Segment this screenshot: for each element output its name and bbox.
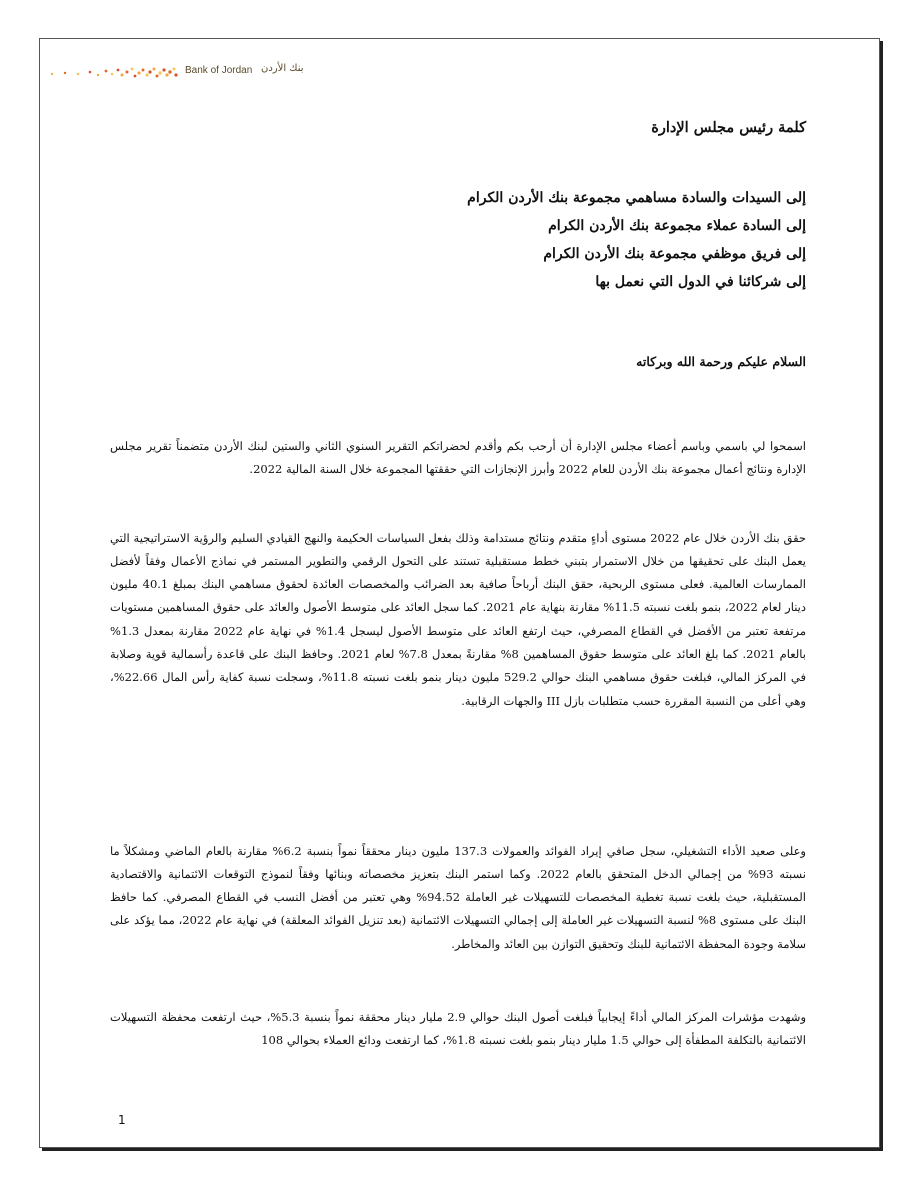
page-number: 1 <box>118 1113 126 1127</box>
paragraph-financial-position: وشهدت مؤشرات المركز المالي أداءً إيجابياً فبلغت أصول البنك حوالي 2.9 مليار دينار محققة نمواً بنسبة 5.3%، حيث ارتفعت محفظة التسهيلات الائتمانية بالتكلفة المطفأة إلى حوالي 1.5 مليار دينار بنمو بلغت نسبته 1.8%، كما ارتفعت ودائع العملاء بحوالي 108 <box>110 1009 806 1047</box>
greeting: السلام عليكم ورحمة الله وبركاته <box>636 354 806 369</box>
addressee-line: إلى فريق موظفي مجموعة بنك الأردن الكرام <box>543 246 806 262</box>
page-title: كلمة رئيس مجلس الإدارة <box>651 119 806 136</box>
addressee-line: إلى السيدات والسادة مساهمي مجموعة بنك الأردن الكرام <box>467 190 806 206</box>
bank-logo-icon <box>48 65 188 79</box>
addressee-line: إلى السادة عملاء مجموعة بنك الأردن الكرام <box>548 218 806 234</box>
brand-name-en: Bank of Jordan <box>185 65 253 76</box>
paragraph-intro: اسمحوا لي باسمي وباسم أعضاء مجلس الإدارة أن أرحب بكم وأقدم لحضراتكم التقرير السنوي الثاني والستين لبنك الأردن متضمناً تقرير مجلس الإدارة ونتائج أعمال مجموعة بنك الأردن للعام 2022 وأبرز الإنجازات التي حققتها المجموعة خلال السنة المالية 2022. <box>110 438 806 476</box>
addressee-list <box>110 184 806 296</box>
document-page <box>39 38 880 1148</box>
brand-name-ar: بنك الأردن <box>261 63 304 74</box>
addressee-line: إلى شركائنا في الدول التي نعمل بها <box>595 274 806 290</box>
paragraph-profitability: حقق بنك الأردن خلال عام 2022 مستوى أداءٍ متقدم ونتائج مستدامة وذلك بفعل السياسات الحكيمة والنهج القيادي السليم والرؤية الاستراتيجية التي يعمل البنك على تحقيقها من خلال الاستمرار بتبني خطط مستقبلية تستند على التحول الرقمي والتطوير المستمر في نماذج الأعمال وفقاً لأفضل الممارسات العالمية. فعلى مستوى الربحية، حقق البنك أرباحاً صافية بعد الضرائب والمخصصات العائدة لحقوق مساهمي البنك بمبلغ 40.1 مليون دينار لعام 2022، بنمو بلغت نسبته 11.5% مقارنة بنهاية عام 2021. كما سجل العائد على متوسط الأصول والعائد على حقوق المساهمين مستويات مرتفعة تعتبر من الأفضل في القطاع المصرفي، حيث ارتفع العائد على متوسط الأصول ليسجل 1.4% في نهاية عام 2022 مقارنة بمعدل 1.3% بالعام 2021. كما بلغ العائد على متوسط حقوق المساهمين 8% مقارنةً بمعدل 7.8% لعام 2021. وحافظ البنك على قاعدة رأسمالية قوية وصلابة في المركز المالي، فبلغت حقوق مساهمي البنك حوالي 529.2 مليون دينار بنمو بلغت نسبته 11.8%، وسجلت نسبة كفاية رأس المال 22.66%، وهي أعلى من النسبة المقررة حسب متطلبات بازل III والجهات الرقابية. <box>110 530 807 708</box>
paragraph-operations: وعلى صعيد الأداء التشغيلي، سجل صافي إيراد الفوائد والعمولات 137.3 مليون دينار محققاً نمواً بنسبة 6.2% مقارنة بالعام الماضي ومشكلاً ما نسبته 93% من إجمالي الدخل المتحقق بالعام 2022. وكما استمر البنك بتعزيز مخصصاته وبنائها وفقاً لنموذج التوقعات الائتمانية والاقتصادية المستقبلية، حيث بلغت نسبة تغطية المخصصات للتسهيلات غير العاملة 94.52% وهي تعتبر من أفضل النسب في القطاع المصرفي. كما حافظ البنك على مستوى 8% لنسبة التسهيلات غير العاملة إلى إجمالي التسهيلات الائتمانية (بعد تنزيل الفوائد المعلقة) في نهاية عام 2022، مما يؤكد على سلامة وجودة المحفظة الائتمانية للبنك وتحقيق التوازن بين العائد والمخاطر. <box>110 843 807 951</box>
page-header <box>48 61 348 83</box>
